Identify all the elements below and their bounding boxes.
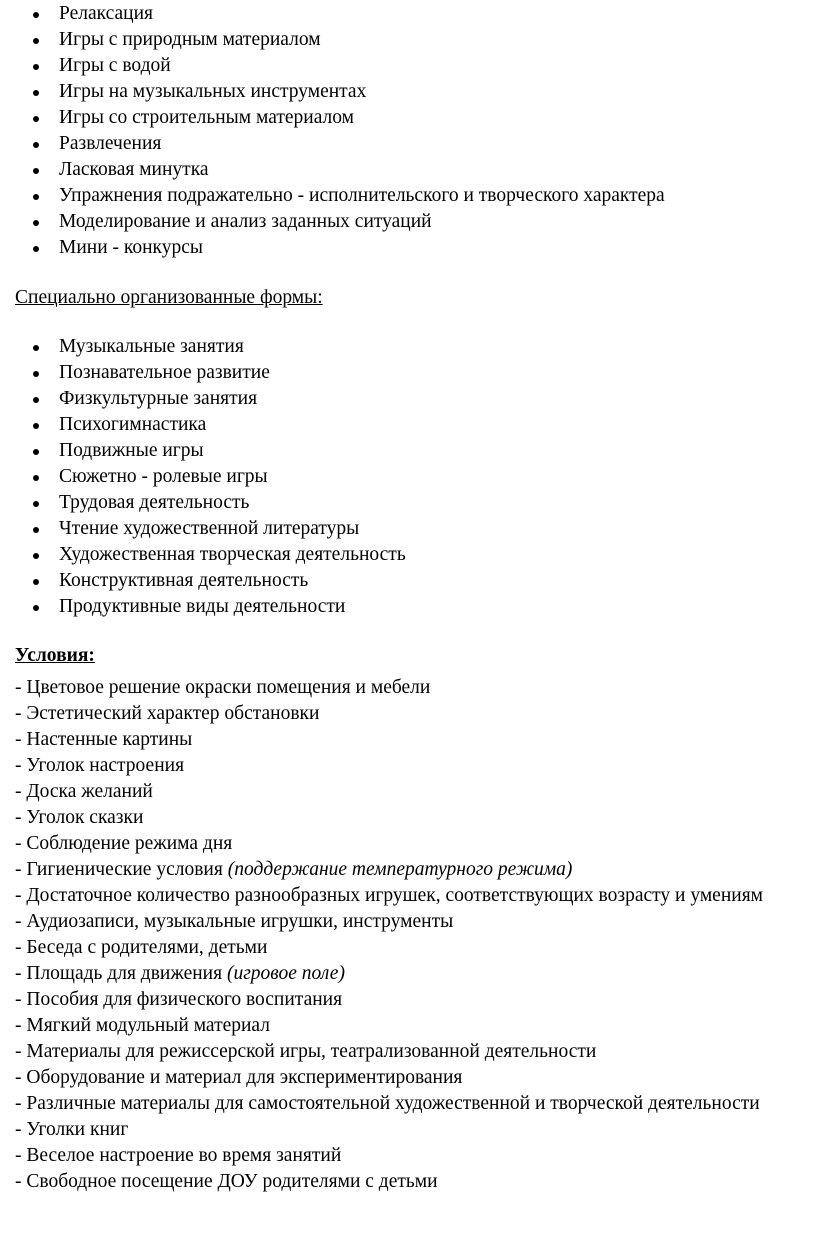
condition-item [0,701,806,727]
list-item-text: Познавательное развитие [59,362,270,383]
list-item-text: Упражнения подражательно - исполнительского и творческого характера [59,185,665,206]
condition-text: - Уголок сказки [15,807,144,828]
condition-text: - Пособия для физического воспитания [15,989,343,1010]
bullet-icon [33,371,39,377]
condition-text: - Площадь для движения [15,963,227,984]
condition-note: (поддержание температурного режима) [227,859,573,880]
condition-text: - Аудиозаписи, музыкальные игрушки, инструменты [15,911,454,932]
list-item [0,516,406,542]
condition-item [0,727,806,753]
condition-item [0,1013,806,1039]
list-item-text: Конструктивная деятельность [59,570,309,591]
condition-text: - Свободное посещение ДОУ родителями с детьми [15,1171,438,1192]
condition-item [0,1091,806,1117]
list-item-text: Подвижные игры [59,440,204,461]
condition-text: - Беседа с родителями, детьми [15,937,268,958]
list-item-text: Игры со строительным материалом [59,107,354,128]
condition-item [0,909,806,935]
condition-text: - Соблюдение режима дня [15,833,233,854]
condition-text: - Веселое настроение во время занятий [15,1145,342,1166]
list-item [0,53,665,79]
list-item [0,464,406,490]
list-item [0,568,406,594]
list-item-text: Игры с водой [59,55,171,76]
list-item-text: Развлечения [59,133,162,154]
condition-item [0,1143,806,1169]
condition-item [0,935,806,961]
bullet-icon [33,527,39,533]
list-item-text: Физкультурные занятия [59,388,258,409]
bullet-icon [33,553,39,559]
list-item [0,79,665,105]
condition-text: - Эстетический характер обстановки [15,703,320,724]
list-item [0,157,665,183]
condition-item [0,987,806,1013]
list-item [0,1,665,27]
bullet-icon [33,397,39,403]
list-item-text: Трудовая деятельность [59,492,250,513]
list-item-text: Сюжетно - ролевые игры [59,466,268,487]
condition-text: - Материалы для режиссерской игры, театрализованной деятельности [15,1041,597,1062]
bullet-icon [33,90,39,96]
forms-list [0,334,406,620]
list-item [0,105,665,131]
list-item-text: Релаксация [59,3,154,24]
list-item [0,360,406,386]
bullet-icon [33,579,39,585]
condition-item [0,805,806,831]
bullet-icon [33,246,39,252]
condition-text: - Оборудование и материал для экспериментирования [15,1067,463,1088]
condition-item [0,831,806,857]
condition-text: - Настенные картины [15,729,193,750]
condition-text: - Гигиенические условия [15,859,228,880]
list-item [0,438,406,464]
bullet-icon [33,12,39,18]
condition-text: - Мягкий модульный материал [15,1015,270,1036]
list-item [0,27,665,53]
bullet-icon [33,345,39,351]
bullet-icon [33,116,39,122]
list-item-text: Чтение художественной литературы [59,518,360,539]
list-item-text: Ласковая минутка [59,159,209,180]
list-item [0,542,406,568]
condition-text: - Цветовое решение окраски помещения и мебели [15,677,431,698]
list-item [0,594,406,620]
list-item-text: Игры с природным материалом [59,29,321,50]
bullet-icon [33,168,39,174]
list-item [0,386,406,412]
bullet-icon [33,475,39,481]
bullet-icon [33,423,39,429]
conditions-heading: Условия: [15,645,95,666]
condition-item [0,857,806,883]
list-item-text: Моделирование и анализ заданных ситуаций [59,211,432,232]
list-item [0,412,406,438]
condition-item [0,961,806,987]
condition-text: - Доска желаний [15,781,153,802]
list-item [0,131,665,157]
condition-text: - Уголки книг [15,1119,129,1140]
condition-text: - Различные материалы для самостоятельной художественной и творческой деятельности [15,1093,760,1114]
bullet-icon [33,501,39,507]
condition-note: (игровое поле) [226,963,345,984]
bullet-icon [33,220,39,226]
bullet-icon [33,142,39,148]
list-item-text: Музыкальные занятия [59,336,244,357]
list-item-text: Игры на музыкальных инструментах [59,81,367,102]
bullet-icon [33,449,39,455]
list-item [0,490,406,516]
condition-text: - Уголок настроения [15,755,185,776]
condition-item [0,1169,806,1195]
forms-heading: Специально организованные формы: [15,287,323,308]
list-item [0,183,665,209]
condition-item [0,1039,806,1065]
methods-list [0,1,665,261]
list-item [0,209,665,235]
list-item [0,235,665,261]
condition-item [0,779,806,805]
bullet-icon [33,38,39,44]
list-item-text: Психогимнастика [59,414,207,435]
bullet-icon [33,605,39,611]
condition-item [0,675,806,701]
condition-text: - Достаточное количество разнообразных игрушек, соответствующих возрасту и умениям [15,885,764,906]
list-item-text: Художественная творческая деятельность [59,544,406,565]
condition-item [0,883,806,909]
condition-item [0,753,806,779]
bullet-icon [33,64,39,70]
bullet-icon [33,194,39,200]
conditions-list [0,675,806,1195]
list-item-text: Продуктивные виды деятельности [59,596,346,617]
condition-item [0,1117,806,1143]
list-item-text: Мини - конкурсы [59,237,204,258]
condition-item [0,1065,806,1091]
list-item [0,334,406,360]
